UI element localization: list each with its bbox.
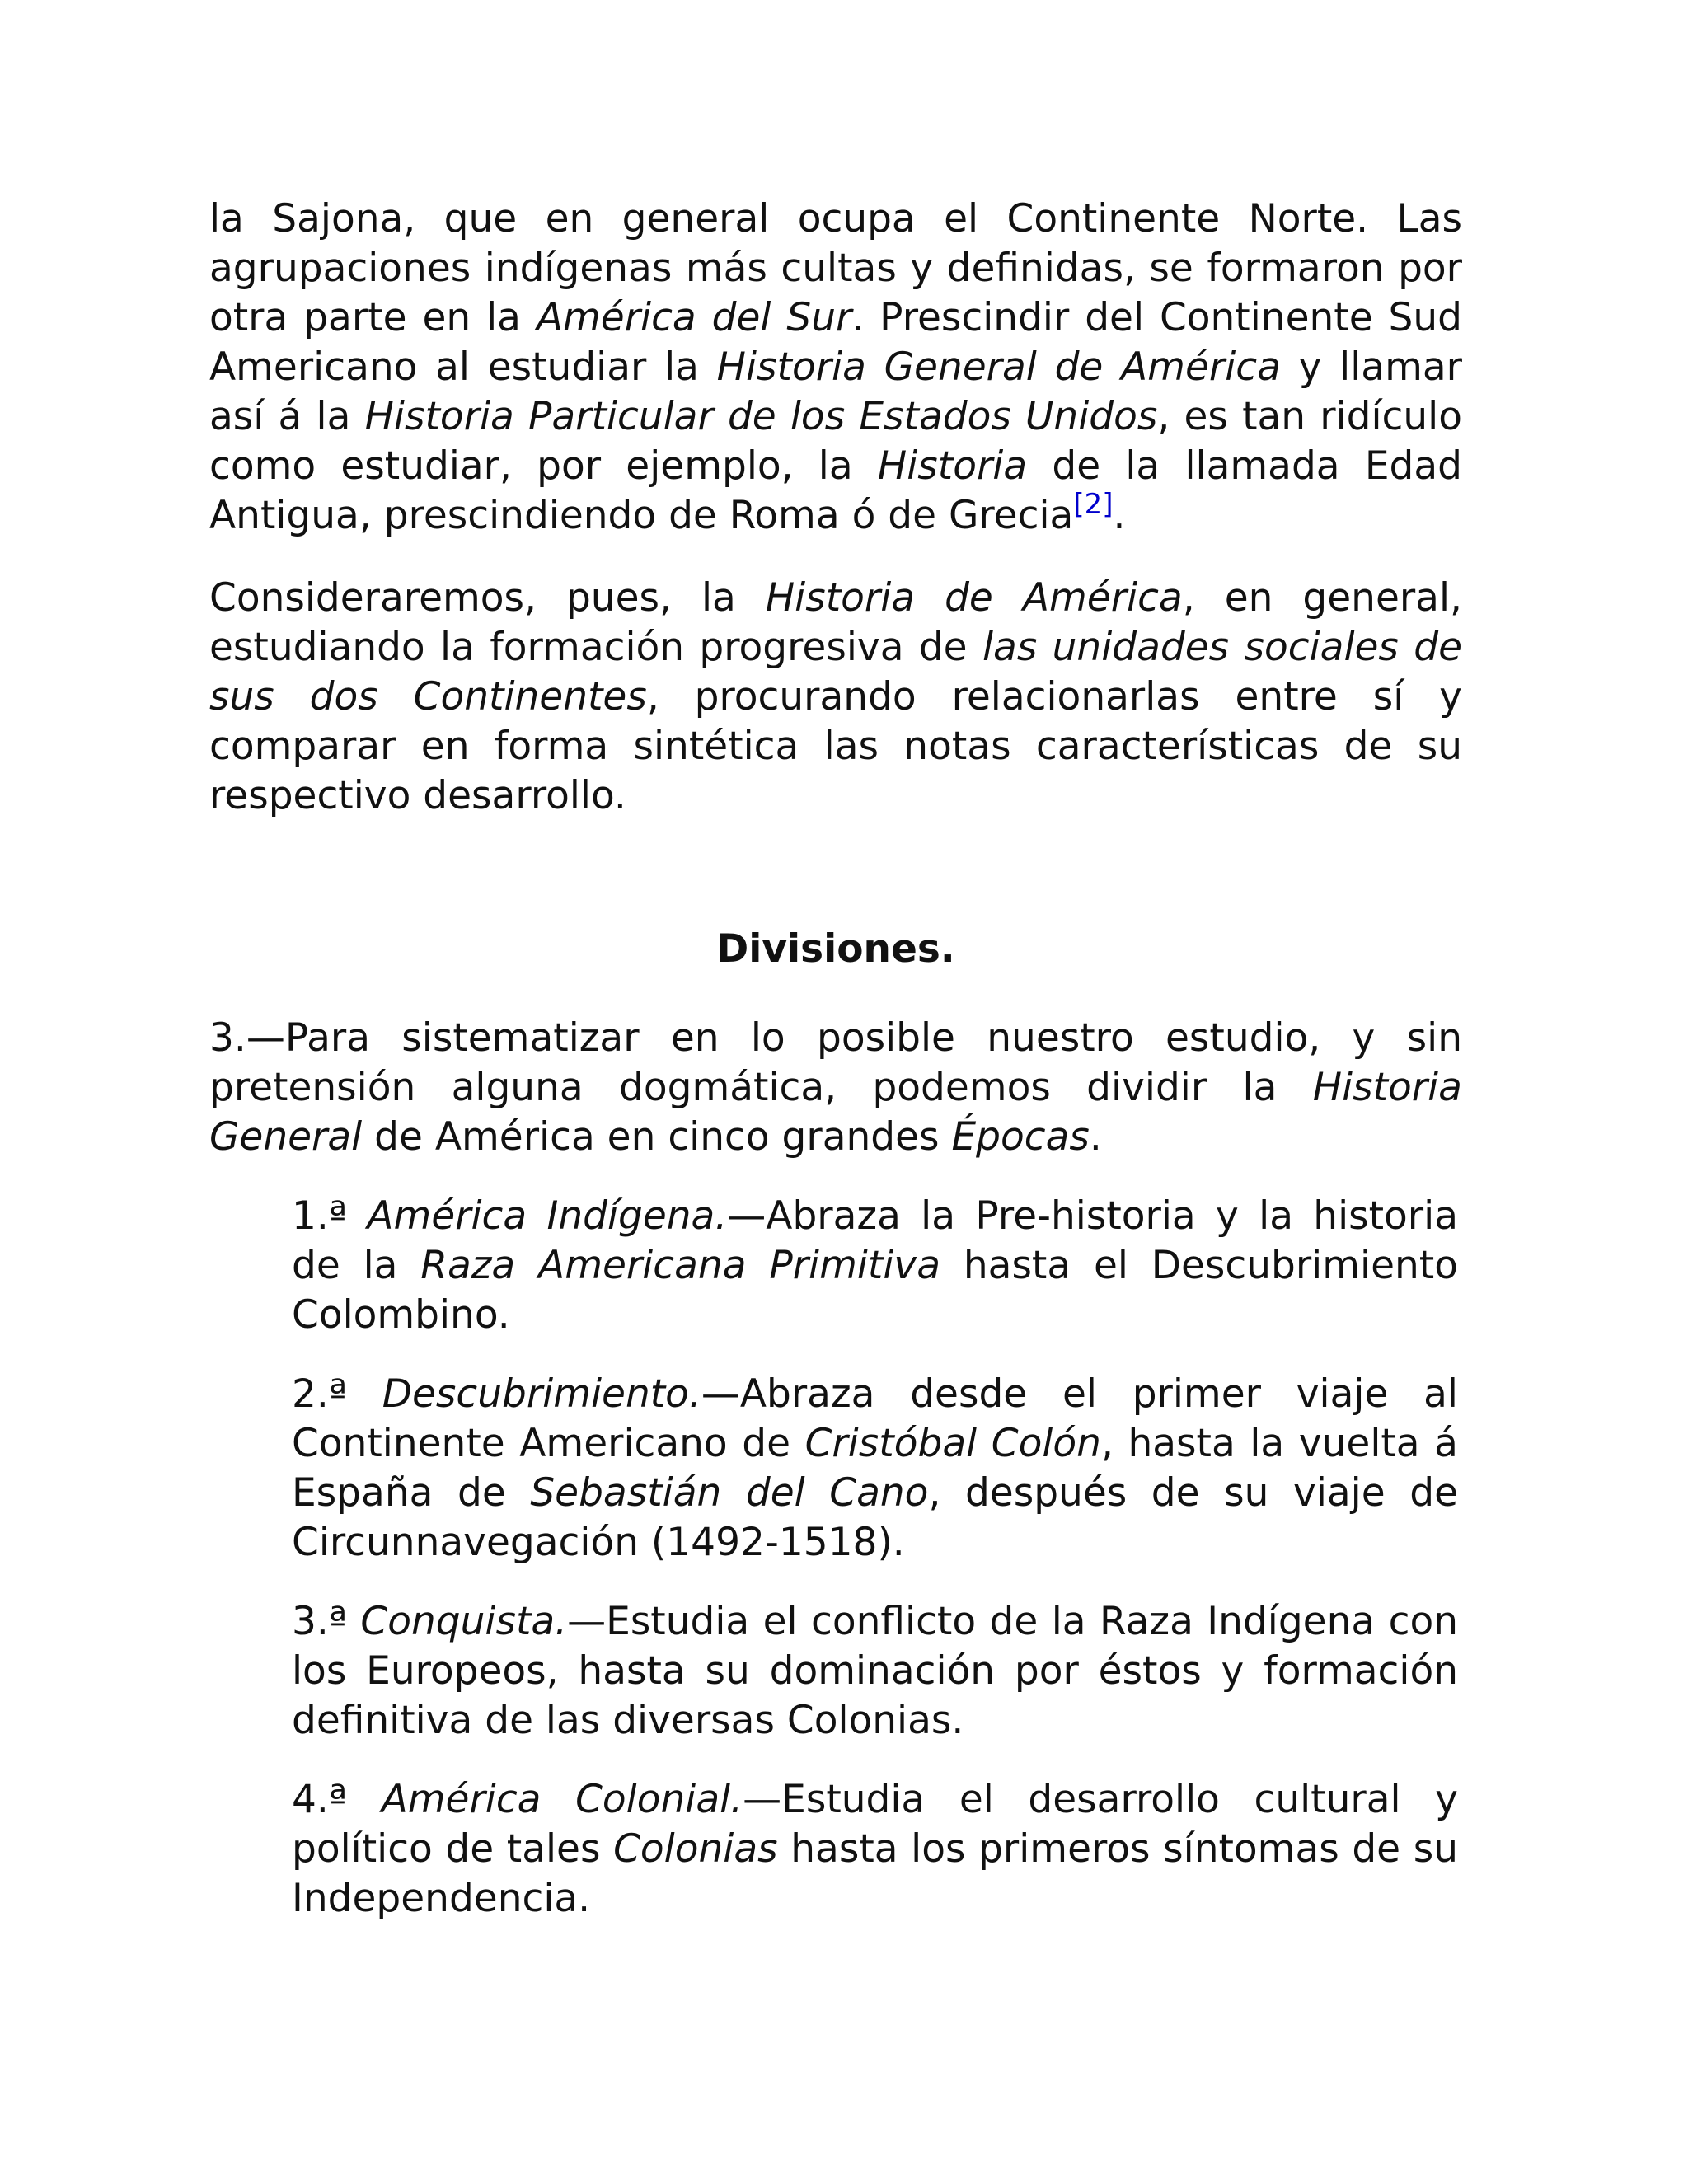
italic-text: Sebastián del Cano <box>530 1470 929 1516</box>
italic-text: Historia <box>877 443 1028 489</box>
epoch-item <box>292 1192 1458 1340</box>
text: , después de su viaje de Circunnavegación (1492-1518). <box>292 1470 1458 1565</box>
epoch-number: 4.ª <box>292 1777 382 1822</box>
text: —Abraza la Pre-historia y la historia de la <box>292 1193 1458 1288</box>
text: y llamar así á la <box>209 344 1462 439</box>
epoch-item <box>292 1370 1458 1568</box>
text: —Abraza desde el primer viaje al Continente Americano de <box>292 1371 1458 1466</box>
text: —Estudia el desarrollo cultural y político de tales <box>292 1777 1458 1872</box>
text: —Estudia el conflicto de la Raza Indígena con los Europeos, hasta su dominación por éstos y formación definitiva de las diversas Colonias. <box>292 1599 1458 1743</box>
text: . <box>1089 1114 1102 1160</box>
text: hasta el Descubrimiento Colombino. <box>292 1243 1458 1338</box>
paragraph-2 <box>209 574 1462 821</box>
paragraph-3 <box>209 1014 1462 1162</box>
italic-text: las unidades sociales de sus dos Continentes <box>209 625 1463 719</box>
footnote-link[interactable]: [2] <box>1073 488 1114 521</box>
epochs-list <box>292 1192 1458 1924</box>
italic-text: Colonias <box>613 1826 778 1872</box>
italic-text: Épocas <box>951 1114 1090 1160</box>
epoch-title: Descubrimiento. <box>382 1371 701 1417</box>
italic-text: Historia de América <box>765 575 1183 621</box>
text: de la llamada Edad Antigua, prescindiendo de Roma ó de Grecia <box>209 443 1462 538</box>
text: , procurando relacionarlas entre sí y comparar en forma sintética las notas características de su respectivo desarrollo. <box>209 674 1462 818</box>
epoch-item <box>292 1775 1458 1924</box>
text: , es tan ridículo como estudiar, por ejemplo, la <box>209 394 1462 489</box>
text: , hasta la vuelta á España de <box>292 1421 1458 1516</box>
text: hasta los primeros síntomas de su Independencia. <box>292 1826 1458 1921</box>
epoch-title: América Indígena. <box>367 1193 728 1239</box>
document-page <box>209 194 1462 1953</box>
text: de América en cinco grandes <box>362 1114 952 1160</box>
text: , en general, estudiando la formación progresiva de <box>209 575 1462 670</box>
italic-text: Historia General de América <box>716 344 1281 390</box>
paragraph-1 <box>209 194 1462 541</box>
italic-text: Historia Particular de los Estados Unidos <box>364 394 1158 439</box>
epoch-number: 3.ª <box>292 1599 361 1644</box>
epoch-title: América Colonial. <box>381 1777 743 1822</box>
text: . <box>1113 493 1126 538</box>
epoch-number: 2.ª <box>292 1371 382 1417</box>
text: Consideraremos, pues, la <box>209 575 766 621</box>
italic-text: Raza Americana Primitiva <box>420 1243 941 1288</box>
text: . Prescindir del Continente Sud Americano al estudiar la <box>209 295 1462 390</box>
italic-text: Cristóbal Colón <box>804 1421 1101 1466</box>
epoch-number: 1.ª <box>292 1193 368 1239</box>
text: la Sajona, que en general ocupa el Continente Norte. Las agrupaciones indígenas más cultas y definidas, se formaron por otra parte en la <box>209 196 1462 340</box>
epoch-item <box>292 1597 1458 1746</box>
section-heading: Divisiones. <box>716 926 955 972</box>
epoch-title: Conquista. <box>360 1599 568 1644</box>
text: 3.—Para sistematizar en lo posible nuestro estudio, y sin pretensión alguna dogmática, podemos dividir la <box>209 1015 1462 1110</box>
italic-text: América del Sur <box>536 295 852 340</box>
italic-text: Historia General <box>209 1065 1462 1160</box>
